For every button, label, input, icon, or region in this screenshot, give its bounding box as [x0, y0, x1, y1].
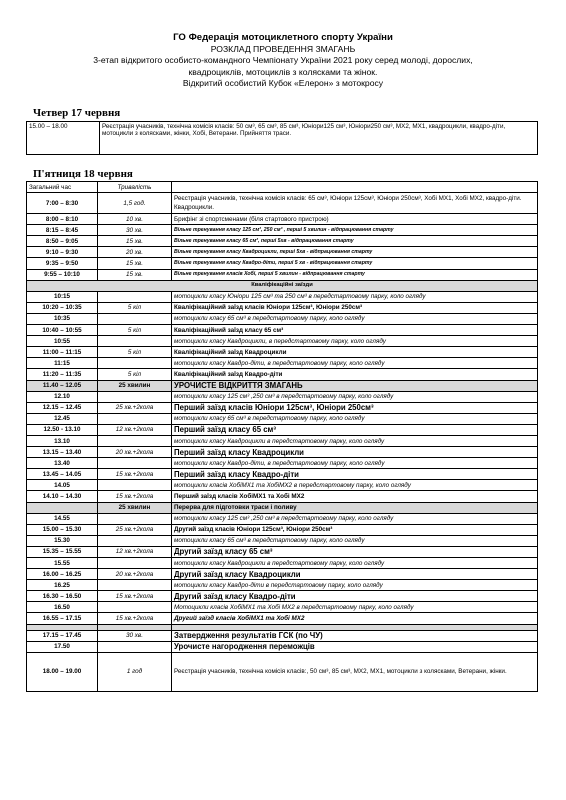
duration-cell: 20 хв.+2кола	[98, 447, 172, 458]
duration-cell: 15 хв.	[98, 236, 172, 247]
table-row	[27, 630, 538, 641]
duration-cell: 15 хв.	[98, 269, 172, 280]
time-cell: 18.00 – 19.00	[27, 652, 98, 691]
duration-cell	[98, 435, 172, 446]
time-cell: 10:55	[27, 336, 98, 347]
event-cell: мотоцикли класу Квадроцикли в передстартовому парку, коло огляду	[172, 558, 538, 569]
event-cell: Другий заїзд класів Юніори 125см³, Юніори 250см³	[172, 524, 538, 535]
event-cell: Вільне тренування класу 65 см³, перші 5хв - відпрацювання старту	[172, 236, 538, 247]
schedule-title: РОЗКЛАД ПРОВЕДЕННЯ ЗМАГАНЬ	[210, 43, 356, 54]
time-cell: 12.10	[27, 391, 98, 402]
table-row	[27, 302, 538, 313]
event-cell: Перший заїзд класів Юніори 125см³, Юніори 250см³	[172, 402, 538, 413]
table-row	[27, 591, 538, 602]
table-row	[27, 641, 538, 652]
event-cell: мотоцикли класу 65 см³ в передстартовому парку, коло огляду	[172, 313, 538, 324]
duration-cell	[98, 513, 172, 524]
time-cell: 11:00 – 11:15	[27, 347, 98, 358]
table-row	[27, 580, 538, 591]
table-row	[27, 269, 538, 280]
event-cell: УРОЧИСТЕ ВІДКРИТТЯ ЗМАГАНЬ	[172, 380, 538, 391]
time-cell: 14.10 – 14.30	[27, 491, 98, 502]
table-row	[27, 336, 538, 347]
table-row	[27, 291, 538, 302]
time-cell: 11.40 – 12.05	[27, 380, 98, 391]
event-cell: мотоцикли класу Квадро-діти, в передстартовому парку, коло огляду	[172, 358, 538, 369]
event-cell: Кваліфікаційний заїзд Квадро-діти	[172, 369, 538, 380]
time-cell: 16.30 – 16.50	[27, 591, 98, 602]
time-cell: 15.55	[27, 558, 98, 569]
time-cell: Загальний час	[27, 182, 98, 193]
event-cell: мотоцикли класу 125 см³ ,250 см³ в передстартовому парку, коло огляду	[172, 391, 538, 402]
time-cell: 12.15 – 12.45	[27, 402, 98, 413]
duration-cell: 20 хв.+2кола	[98, 569, 172, 580]
event-cell: Кваліфікаційний заїзд класу 65 см³	[172, 325, 538, 336]
duration-cell: Тривалість	[98, 182, 172, 193]
time-cell	[27, 502, 98, 513]
time-cell: 9:10 – 9:30	[27, 247, 98, 258]
duration-cell: 1,5 год.	[98, 193, 172, 214]
duration-cell: 30 хв.	[98, 225, 172, 236]
table-row	[27, 258, 538, 269]
table-row	[27, 413, 538, 424]
duration-cell	[98, 358, 172, 369]
duration-cell: 15 хв.+2кола	[98, 613, 172, 624]
time-cell: 12.45	[27, 413, 98, 424]
duration-cell: 20 хв.	[98, 247, 172, 258]
duration-cell	[98, 641, 172, 652]
duration-cell	[98, 558, 172, 569]
time-cell: 15.35 – 15.55	[27, 546, 98, 557]
duration-cell	[98, 391, 172, 402]
event-cell: Перший заїзд класу Квадроцикли	[172, 447, 538, 458]
time-cell: 17.15 – 17.45	[27, 630, 98, 641]
time-cell: 12.50 - 13.10	[27, 424, 98, 435]
table-row	[27, 569, 538, 580]
table-row	[27, 380, 538, 391]
table-row	[27, 225, 538, 236]
event-cell: Вільне тренування класів Хобі, перші 5 хвилин - відпрацювання старту	[172, 269, 538, 280]
table-row	[27, 602, 538, 613]
time-cell: 10:35	[27, 313, 98, 324]
event-cell: мотоцикли класу 65 см³ в передстартовому парку, коло огляду	[172, 535, 538, 546]
table-row	[27, 391, 538, 402]
event-cell: Вільне тренування класу Квадро-діти, перші 5 хв - відпрацювання старту	[172, 258, 538, 269]
event-cell: Другий заїзд класу Квадро-діти	[172, 591, 538, 602]
friday-schedule-table	[26, 181, 538, 692]
event-cell: Мотоцикли класів ХобіМХ1 та Хобі МХ2 в передстартовому парку, коло огляду	[172, 602, 538, 613]
table-row	[27, 347, 538, 358]
table-row	[27, 469, 538, 480]
time-cell: 14.05	[27, 480, 98, 491]
table-row	[27, 435, 538, 446]
table-row	[27, 546, 538, 557]
duration-cell: 25 хв.+2кола	[98, 402, 172, 413]
time-cell: 9:35 – 9:50	[27, 258, 98, 269]
event-cell: Перший заїзд класу 65 см³	[172, 424, 538, 435]
duration-cell	[98, 313, 172, 324]
table-row	[27, 447, 538, 458]
table-row	[27, 652, 538, 691]
table-row	[27, 325, 538, 336]
duration-cell	[98, 413, 172, 424]
time-cell: 13.45 – 14.05	[27, 469, 98, 480]
event-cell: Кваліфікаційний заїзд Квадроцикли	[172, 347, 538, 358]
duration-cell: 15 хв.+2кола	[98, 469, 172, 480]
event-cell: мотоцикли класу Квадроцикли в передстартовому парку, коло огляду	[172, 435, 538, 446]
time-cell: 16.55 – 17.15	[27, 613, 98, 624]
duration-cell	[98, 291, 172, 302]
table-row	[27, 369, 538, 380]
duration-cell: 15 хв.+2кола	[98, 591, 172, 602]
duration-cell: 12 хв.+2кола	[98, 424, 172, 435]
event-cell: Перерва для підготовки траси і поливу	[172, 502, 538, 513]
table-row	[27, 182, 538, 193]
duration-cell: 5 кіл	[98, 325, 172, 336]
event-cell: мотоцикли класів ХобіМХ1 та ХобіМХ2 в передстартовому парку, коло огляду	[172, 480, 538, 491]
time-cell: 13.10	[27, 435, 98, 446]
cup-title: Відкритий особистий Кубок «Елерон» з мотокросу	[182, 78, 384, 88]
time-cell: 11:20 – 11:35	[27, 369, 98, 380]
event-cell: Затвердження результатів ГСК (по ЧУ)	[172, 630, 538, 641]
time-cell: 15.30	[27, 535, 98, 546]
event-description-line: 3-етап відкритого особисто-командного Чемпіонату України 2021 року серед молоді, дорослих,	[93, 55, 473, 65]
table-row	[27, 214, 538, 225]
time-cell: 11:15	[27, 358, 98, 369]
table-row	[27, 491, 538, 502]
time-cell: 10:20 – 10:35	[27, 302, 98, 313]
duration-cell: 30 хв.	[98, 630, 172, 641]
day-heading-thursday: Четвер 17 червня	[33, 107, 121, 119]
event-cell: Перший заїзд класу Квадро-діти	[172, 469, 538, 480]
table-row	[27, 122, 538, 155]
table-row	[27, 513, 538, 524]
event-cell: мотоцикли класу 125 см³ ,250 см³ в передстартовому парку, коло огляду	[172, 513, 538, 524]
time-cell: 10:40 – 10:55	[27, 325, 98, 336]
event-cell: мотоцикли класу 65 см³ в передстартовому парку, коло огляду	[172, 413, 538, 424]
duration-cell	[98, 535, 172, 546]
duration-cell: 5 кіл	[98, 369, 172, 380]
section-header: Кваліфікаційні заїзди	[27, 280, 538, 291]
table-row	[27, 313, 538, 324]
duration-cell	[98, 458, 172, 469]
duration-cell: 25 хвилин	[98, 380, 172, 391]
duration-cell: 5 кіл	[98, 347, 172, 358]
duration-cell: 5 кіл	[98, 302, 172, 313]
event-cell: Перший заїзд класів ХобіМХ1 та Хобі МХ2	[172, 491, 538, 502]
table-row	[27, 193, 538, 214]
event-cell	[172, 182, 538, 193]
table-row	[27, 236, 538, 247]
table-row	[27, 558, 538, 569]
time-cell: 8:50 – 9:05	[27, 236, 98, 247]
time-cell: 15.00 – 15.30	[27, 524, 98, 535]
duration-cell: 25 хв.+2кола	[98, 524, 172, 535]
document-header	[0, 32, 566, 90]
event-cell: Реєстрація учасників, технічна комісія класів:, 50 см³, 85 см³, МХ2, МХ1, мотоцикли з колясками, Ветерани, жінки.	[172, 652, 538, 691]
duration-cell: 10 хв.	[98, 214, 172, 225]
event-cell: Другий заїзд класу Квадроцикли	[172, 569, 538, 580]
event-cell: Брифінг зі спортсменами (біля стартового пристрою)	[172, 214, 538, 225]
table-row	[27, 480, 538, 491]
event-cell: Другий заїзд класів ХобіМХ1 та Хобі МХ2	[172, 613, 538, 624]
federation-title: ГО Федерація мотоциклетного спорту України	[173, 32, 393, 43]
duration-cell	[98, 580, 172, 591]
table-row	[27, 424, 538, 435]
table-row	[27, 247, 538, 258]
time-cell: 16.00 – 16.25	[27, 569, 98, 580]
event-cell: Вільне тренування класу Квадроцикли, перші 5хв - відпрацювання старту	[172, 247, 538, 258]
duration-cell	[98, 480, 172, 491]
time-cell: 16.50	[27, 602, 98, 613]
event-cell: Реєстрація учасників, технічна комісія класів: 50 см³, 65 см³, 85 см³, Юніори125 см³, Юніори250 см³, МХ2, МХ1, квадроцикли, квадро-діти, мотоцикли з колясками, жінки, Хобі, Ветерани. Прийняття траси.	[100, 122, 538, 155]
duration-cell: 1 год	[98, 652, 172, 691]
event-cell: мотоцикли класу Квадро-діти в передстартовому парку, коло огляду	[172, 580, 538, 591]
table-row	[27, 402, 538, 413]
table-row	[27, 502, 538, 513]
duration-cell: 25 хвилин	[98, 502, 172, 513]
time-cell: 7:00 – 8:30	[27, 193, 98, 214]
table-row	[27, 358, 538, 369]
time-cell: 17.50	[27, 641, 98, 652]
thursday-schedule-table	[26, 121, 538, 155]
event-cell: Урочисте нагородження переможців	[172, 641, 538, 652]
time-cell: 13.15 – 13.40	[27, 447, 98, 458]
event-cell: мотоцикли класу Квадро-діти, в передстартовому парку, коло огляду	[172, 458, 538, 469]
time-cell: 8:00 – 8:10	[27, 214, 98, 225]
table-row	[27, 535, 538, 546]
table-row	[27, 613, 538, 624]
time-cell: 13.40	[27, 458, 98, 469]
day-heading-friday: П'ятниця 18 червня	[33, 168, 133, 180]
duration-cell: 12 хв.+2кола	[98, 546, 172, 557]
time-cell: 8:15 – 8:45	[27, 225, 98, 236]
table-row	[27, 280, 538, 291]
event-cell: Реєстрація учасників, технічна комісія класів: 65 см³, Юніори 125см³, Юніори 250см³, Хобі МХ1, Хобі МХ2, квадро-діти. Квадроцикли.	[172, 193, 538, 214]
time-cell: 16.25	[27, 580, 98, 591]
event-description-line: квадроциклів, мотоциклів з колясками та жінок.	[188, 66, 378, 77]
event-cell: Вільне тренування класу 125 см³, 250 см³ , перші 5 хвилин - відпрацювання старту	[172, 225, 538, 236]
event-cell: Другий заїзд класу 65 см³	[172, 546, 538, 557]
duration-cell: 15 хв.+2кола	[98, 491, 172, 502]
table-row	[27, 524, 538, 535]
duration-cell	[98, 336, 172, 347]
duration-cell: 15 хв.	[98, 258, 172, 269]
duration-cell	[98, 602, 172, 613]
event-cell: мотоцикли класу Юніори 125 см³ та 250 см³ в передстартовому парку, коло огляду	[172, 291, 538, 302]
time-cell: 14.55	[27, 513, 98, 524]
table-row	[27, 458, 538, 469]
event-cell: Кваліфікаційний заїзд класів Юніори 125см³, Юніори 250см³	[172, 302, 538, 313]
time-cell: 15.00 – 18.00	[27, 122, 100, 155]
event-cell: мотоцикли класу Квадроцикли, в передстартовому парку, коло огляду	[172, 336, 538, 347]
time-cell: 9:55 – 10:10	[27, 269, 98, 280]
time-cell: 10:15	[27, 291, 98, 302]
